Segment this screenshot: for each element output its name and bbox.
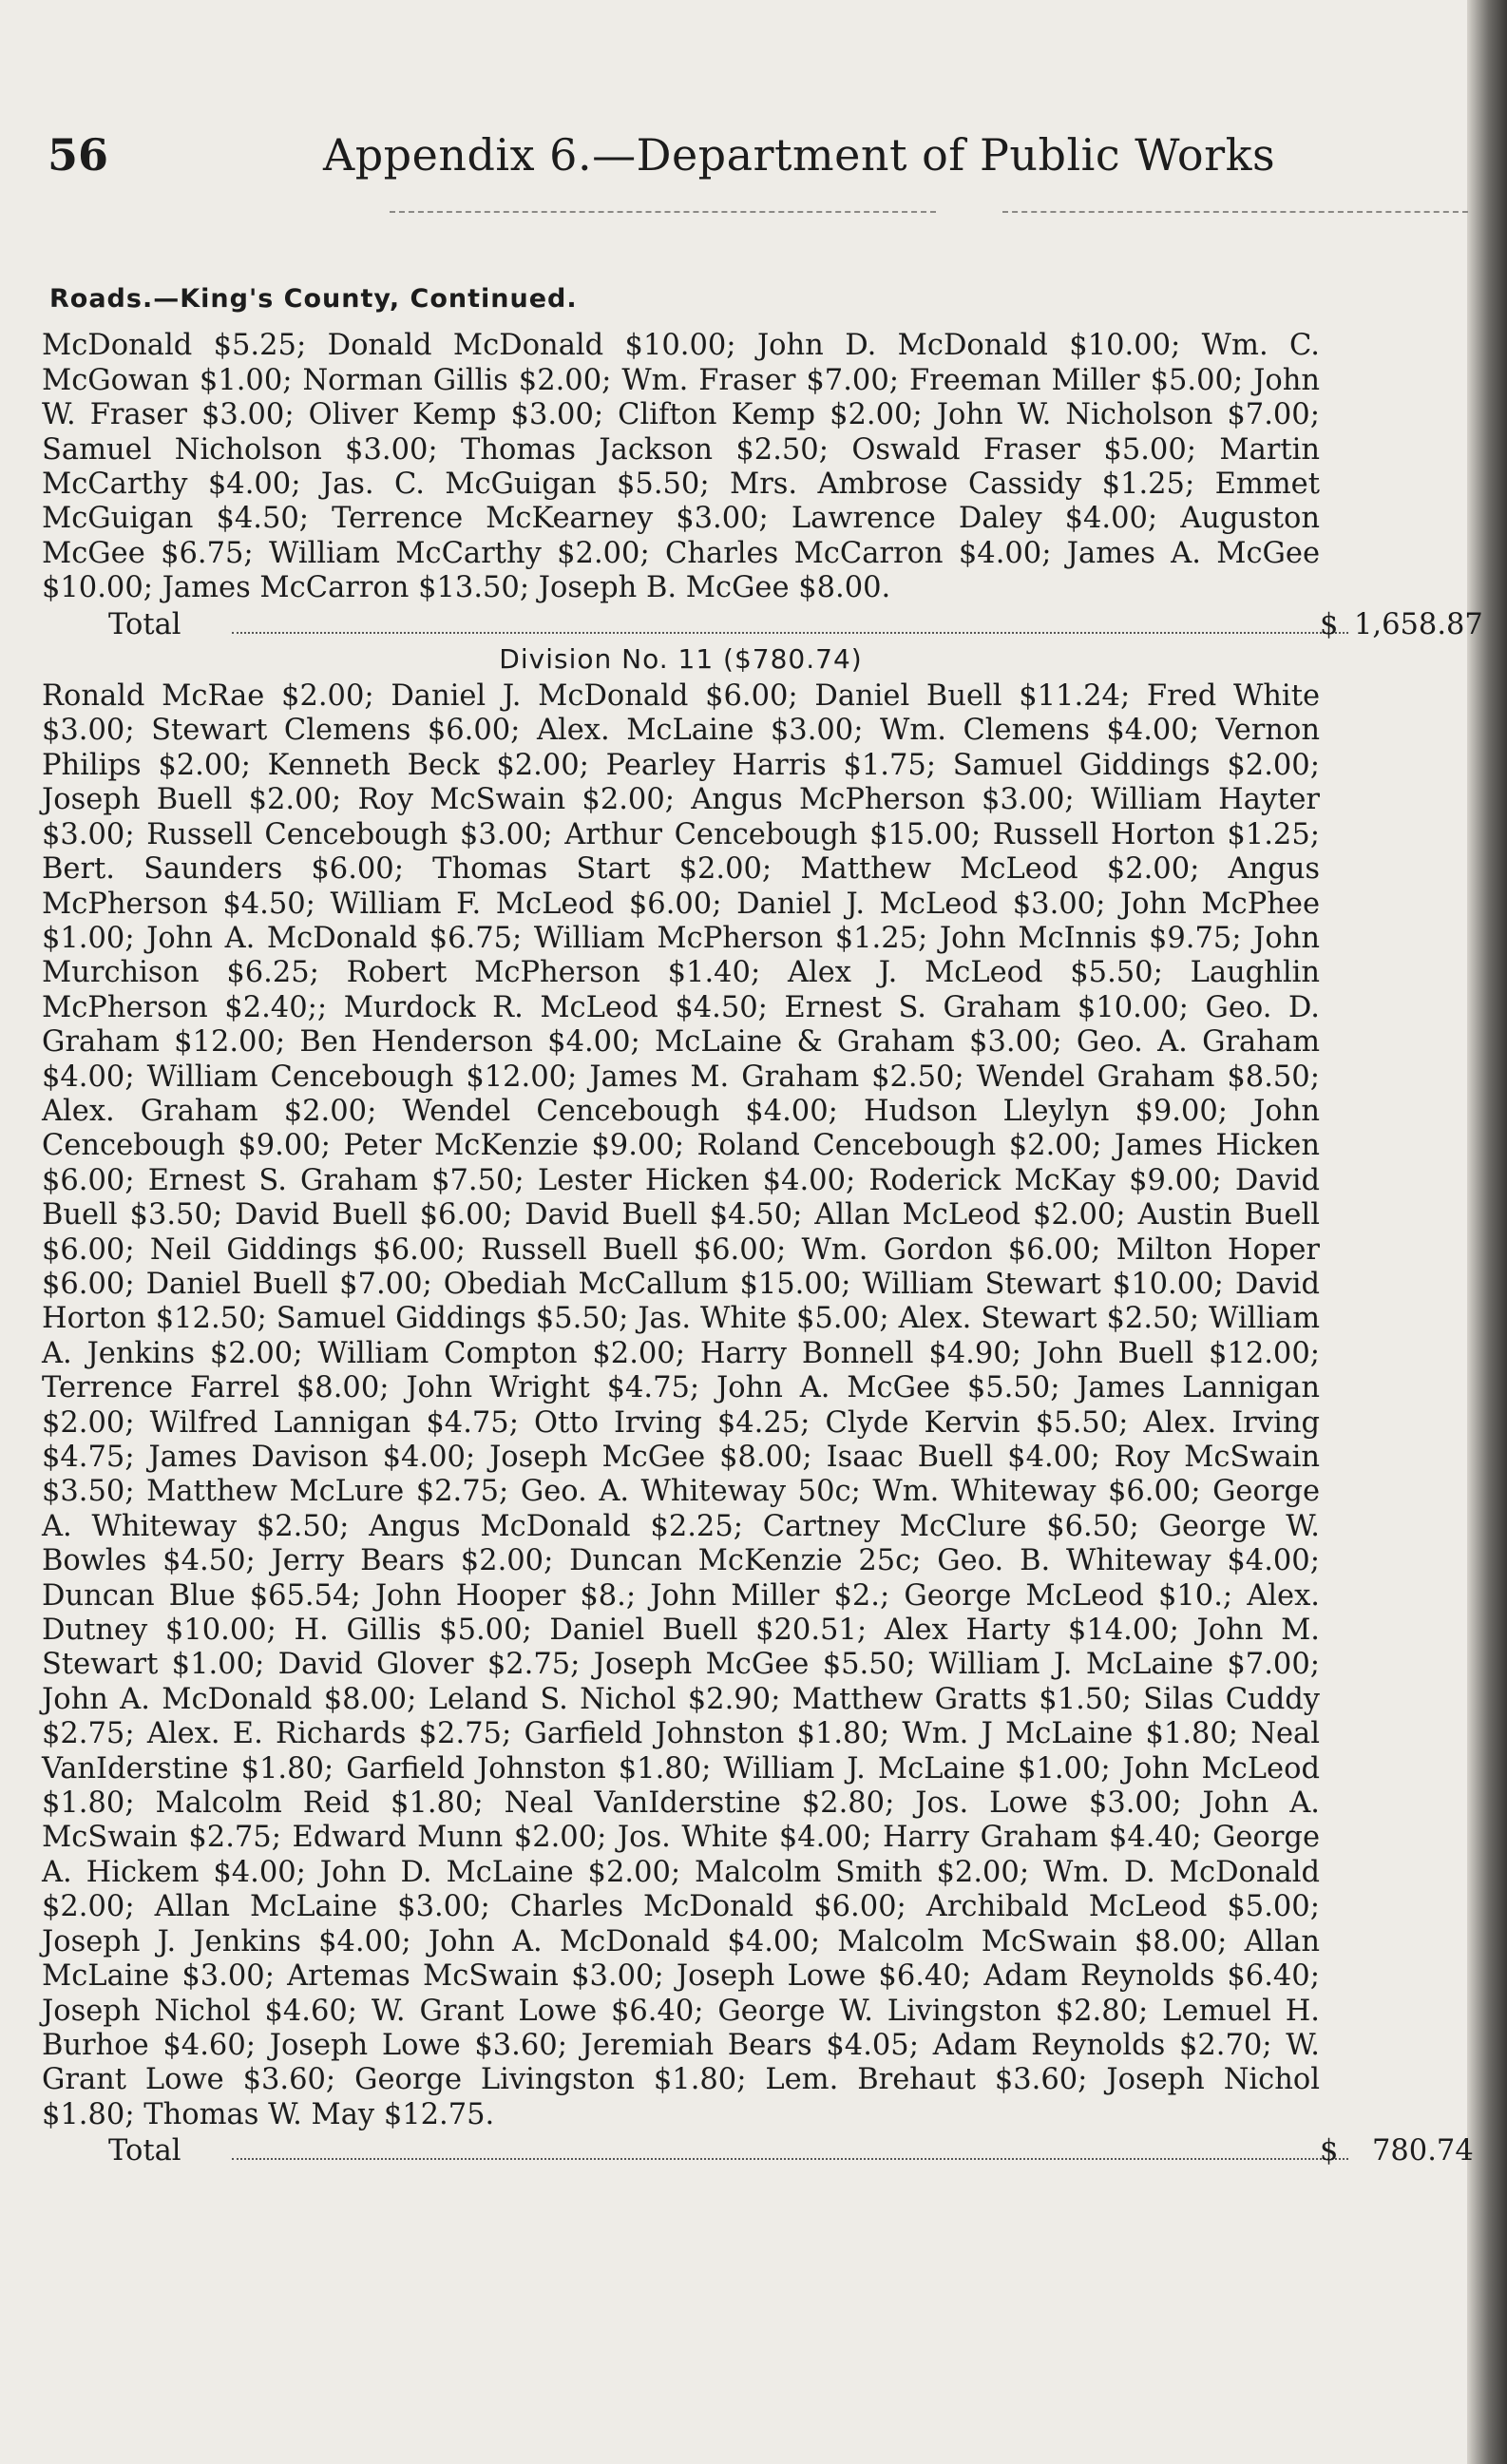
header-rule-left	[390, 211, 936, 213]
division-paragraph: Ronald McRae $2.00; Daniel J. McDonald $6.00; Daniel Buell $11.24; Fred White $3.00; Stewart Clemens $6.00; Alex. McLaine $3.00; Wm. Clemens $4.00; Vernon Philips $2.00; Kenneth Beck $2.00; Pearley Harris $1.75; Samuel Giddings $2.00; Joseph Buell $2.00; Roy McSwain $2.00; Angus McPherson $3.00; William Hayter $3.00; Russell Cencebough $3.00; Arthur Cencebough $15.00; Russell Horton $1.25; Bert. Saunders $6.00; Thomas Start $2.00; Matthew McLeod $2.00; Angus McPherson $4.50; William F. McLeod $6.00; Daniel J. McLeod $3.00; John McPhee $1.00; John A. McDonald $6.75; William McPherson $1.25; John McInnis $9.75; John Murchison $6.25; Robert McPherson $1.40; Alex J. McLeod $5.50; Laughlin McPherson $2.40;; Murdock R. McLeod $4.50; Ernest S. Graham $10.00; Geo. D. Graham $12.00; Ben Henderson $4.00; McLaine & Graham $3.00; Geo. A. Graham $4.00; William Cencebough $12.00; James M. Graham $2.50; Wendel Graham $8.50; Alex. Graham $2.00; Wendel Cencebough $4.00; Hudson Lleylyn $9.00; John Cencebough $9.00; Peter McKenzie $9.00; Roland Cencebough $2.00; James Hicken $6.00; Ernest S. Graham $7.50; Lester Hicken $4.00; Roderick McKay $9.00; David Buell $3.50; David Buell $6.00; David Buell $4.50; Allan McLeod $2.00; Austin Buell $6.00; Neil Giddings $6.00; Russell Buell $6.00; Wm. Gordon $6.00; Milton Hoper $6.00; Daniel Buell $7.00; Obediah McCallum $15.00; William Stewart $10.00; David Horton $12.50; Samuel Giddings $5.50; Jas. White $5.00; Alex. Stewart $2.50; William A. Jenkins $2.00; William Compton $2.00; Harry Bonnell $4.90; John Buell $12.00; Terrence Farrel $8.00; John Wright $4.75; John A. McGee $5.50; James Lannigan $2.00; Wilfred Lannigan $4.75; Otto Irving $4.25; Clyde Kervin $5.50; Alex. Irving $4.75; James Davison $4.00; Joseph McGee $8.00; Isaac Buell $4.00; Roy McSwain $3.50; Matthew McLure $2.75; Geo. A. Whiteway 50c; Wm. Whiteway $6.00; George A. Whiteway $2.50; Angus McDonald $2.25; Cartney McClure $6.50; George W. Bowles $4.50; Jerry Bears $2.00; Duncan McKenzie 25c; Geo. B. Whiteway $4.00; Duncan Blue $65.54; John Hooper $8.; John Miller $2.; George McLeod $10.; Alex. Dutney $10.00; H. Gillis $5.00; Daniel Buell $20.51; Alex Harty $14.00; John M. Stewart $1.00; David Glover $2.75; Joseph McGee $5.50; William J. McLaine $7.00; John A. McDonald $8.00; Leland S. Nichol $2.90; Matthew Gratts $1.50; Silas Cuddy $2.75; Alex. E. Richards $2.75; Garfield Johnston $1.80; Wm. J McLaine $1.80; Neal VanIderstine $1.80; Garfield Johnston $1.80; William J. McLaine $1.00; John McLeod $1.80; Malcolm Reid $1.80; Neal VanIderstine $2.80; Jos. Lowe $3.00; John A. McSwain $2.75; Edward Munn $2.00; Jos. White $4.00; Harry Graham $4.40; George A. Hickem $4.00; John D. McLaine $2.00; Malcolm Smith $2.00; Wm. D. McDonald $2.00; Allan McLaine $3.00; Charles McDonald $6.00; Archibald McLeod $5.00; Joseph J. Jenkins $4.00; John A. McDonald $4.00; Malcolm McSwain $8.00; Allan McLaine $3.00; Artemas McSwain $3.00; Joseph Lowe $6.40; Adam Reynolds $6.40; Joseph Nichol $4.60; W. Grant Lowe $6.40; George W. Livingston $2.80; Lemuel H. Burhoe $4.60; Joseph Lowe $3.60; Jeremiah Bears $4.05; Adam Reynolds $2.70; W. Grant Lowe $3.60; George Livingston $1.80; Lem. Brehaut $3.60; Joseph Nichol $1.80; Thomas W. May $12.75.	[42, 679, 1320, 2131]
total-dollar-sign: $	[1320, 607, 1339, 641]
division-total-row	[42, 2134, 1474, 2170]
dot-leader	[232, 2158, 1348, 2160]
total-amount: 780.74	[1372, 2134, 1474, 2168]
section-total-row	[42, 607, 1483, 644]
page-number: 56	[48, 129, 109, 181]
division-heading: Division No. 11 ($780.74)	[499, 642, 863, 675]
total-label: Total	[108, 607, 181, 641]
header-rule-right	[1002, 211, 1468, 213]
page-edge-shadow	[1467, 0, 1507, 2464]
section-heading: Roads.—King's County, Continued.	[49, 284, 578, 314]
dot-leader	[232, 632, 1348, 634]
section-paragraph: McDonald $5.25; Donald McDonald $10.00; John D. McDonald $10.00; Wm. C. McGowan $1.00; Norman Gillis $2.00; Wm. Fraser $7.00; Freeman Miller $5.00; John W. Fraser $3.00; Oliver Kemp $3.00; Clifton Kemp $2.00; John W. Nicholson $7.00; Samuel Nicholson $3.00; Thomas Jackson $2.50; Oswald Fraser $5.00; Martin McCarthy $4.00; Jas. C. McGuigan $5.50; Mrs. Ambrose Cassidy $1.25; Emmet McGuigan $4.50; Terrence McKearney $3.00; Lawrence Daley $4.00; Auguston McGee $6.75; William McCarthy $2.00; Charles McCarron $4.00; James A. McGee $10.00; James McCarron $13.50; Joseph B. McGee $8.00.	[42, 329, 1320, 605]
total-label: Total	[108, 2134, 181, 2168]
page-title: Appendix 6.—Department of Public Works	[323, 129, 1276, 181]
total-amount: 1,658.87	[1354, 607, 1483, 641]
page-content	[42, 276, 1483, 2170]
total-dollar-sign: $	[1320, 2134, 1339, 2168]
page-header	[48, 125, 1292, 192]
